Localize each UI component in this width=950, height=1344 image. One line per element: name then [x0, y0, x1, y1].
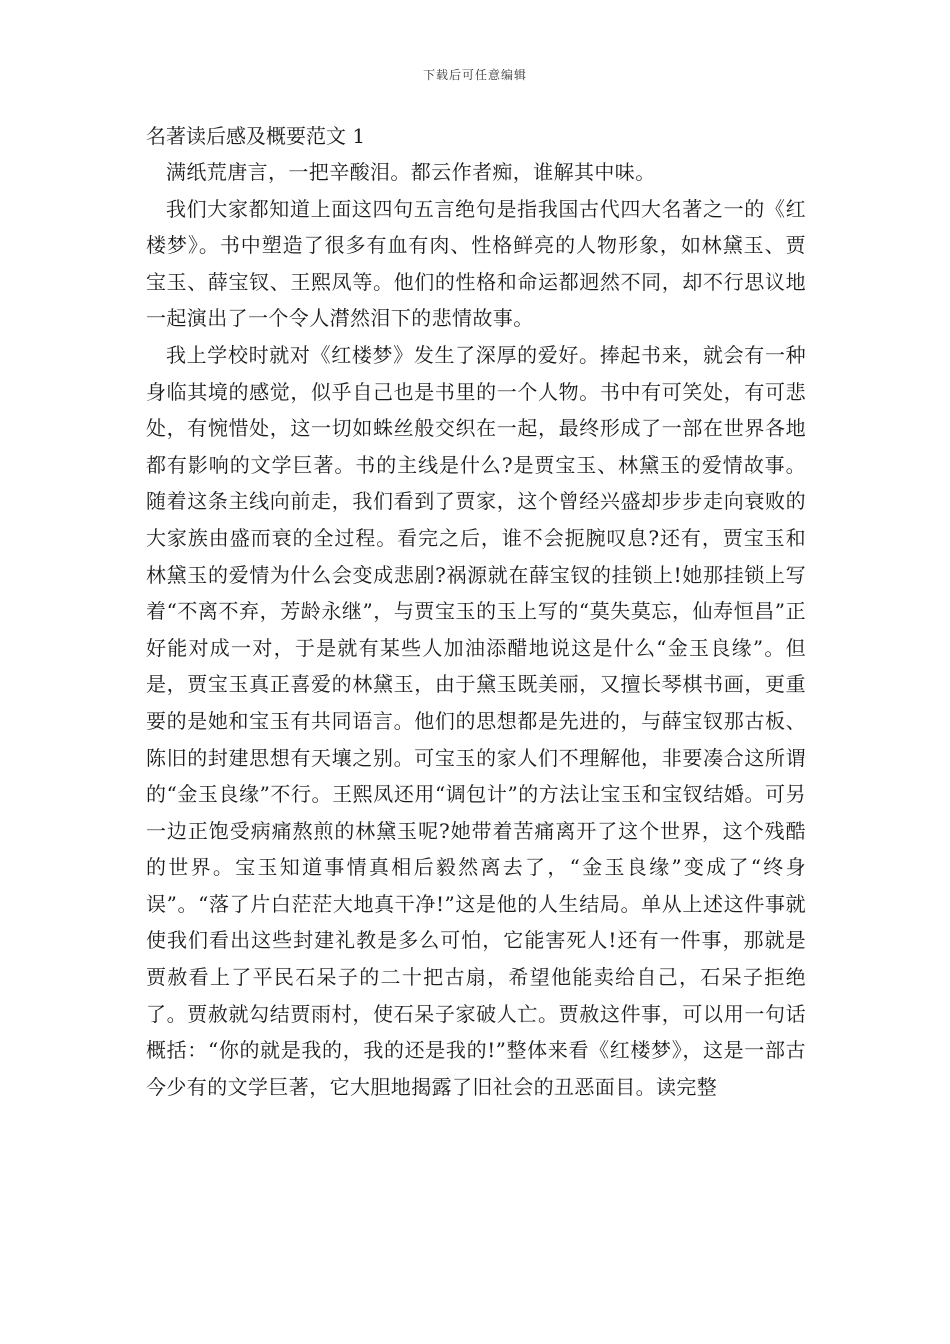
paragraph-intro: 我们大家都知道上面这四句五言绝句是指我国古代四大名著之一的《红楼梦》。书中塑造了很多有血有肉、性格鲜亮的人物形象，如林黛玉、贾宝玉、薛宝钗、王熙凤等。他们的性格和命运都迥然不同，却不行思议地一起演出了一个令人潸然泪下的悲情故事。	[146, 196, 806, 331]
document-body	[146, 118, 806, 1105]
page-header: 下载后可任意编辑	[422, 68, 527, 82]
paragraph-poem: 满纸荒唐言，一把辛酸泪。都云作者痴，谁解其中味。	[166, 160, 656, 184]
paragraph-main: 我上学校时就对《红楼梦》发生了深厚的爱好。捧起书来，就会有一种身临其境的感觉，似乎自己也是书里的一个人物。书中有可笑处，有可悲处，有惋惜处，这一切如蛛丝般交织在一起，最终形成了一部在世界各地都有影响的文学巨著。书的主线是什么?是贾宝玉、林黛玉的爱情故事。随着这条主线向前走，我们看到了贾家，这个曾经兴盛却步步走向衰败的大家族由盛而衰的全过程。看完之后，谁不会扼腕叹息?还有，贾宝玉和林黛玉的爱情为什么会变成悲剧?祸源就在薛宝钗的挂锁上!她那挂锁上写着“不离不弃，芳龄永继”，与贾宝玉的玉上写的“莫失莫忘，仙寿恒昌”正好能对成一对，于是就有某些人加油添醋地说这是什么“金玉良缘”。但是，贾宝玉真正喜爱的林黛玉，由于黛玉既美丽，又擅长琴棋书画，更重要的是她和宝玉有共同语言。他们的思想都是先进的，与薛宝钗那古板、陈旧的封建思想有天壤之别。可宝玉的家人们不理解他，非要凑合这所谓的“金玉良缘”不行。王熙凤还用“调包计”的方法让宝玉和宝钗结婚。可另一边正饱受病痛熬煎的林黛玉呢?她带着苦痛离开了这个世界，这个残酷的世界。宝玉知道事情真相后毅然离去了，“金玉良缘”变成了“终身误”。“落了片白茫茫大地真干净!”这是他的人生结局。单从上述这件事就使我们看出这些封建礼教是多么可怕，它能害死人!还有一件事，那就是贾赦看上了平民石呆子的二十把古扇，希望他能卖给自己，石呆子拒绝了。贾赦就勾结贾雨村，使石呆子家破人亡。贾赦这件事，可以用一句话概括：“你的就是我的，我的还是我的!”整体来看《红楼梦》，这是一部古今少有的文学巨著，它大胆地揭露了旧社会的丑恶面目。读完整	[146, 342, 806, 1099]
document-title: 名著读后感及概要范文 1	[146, 124, 366, 148]
